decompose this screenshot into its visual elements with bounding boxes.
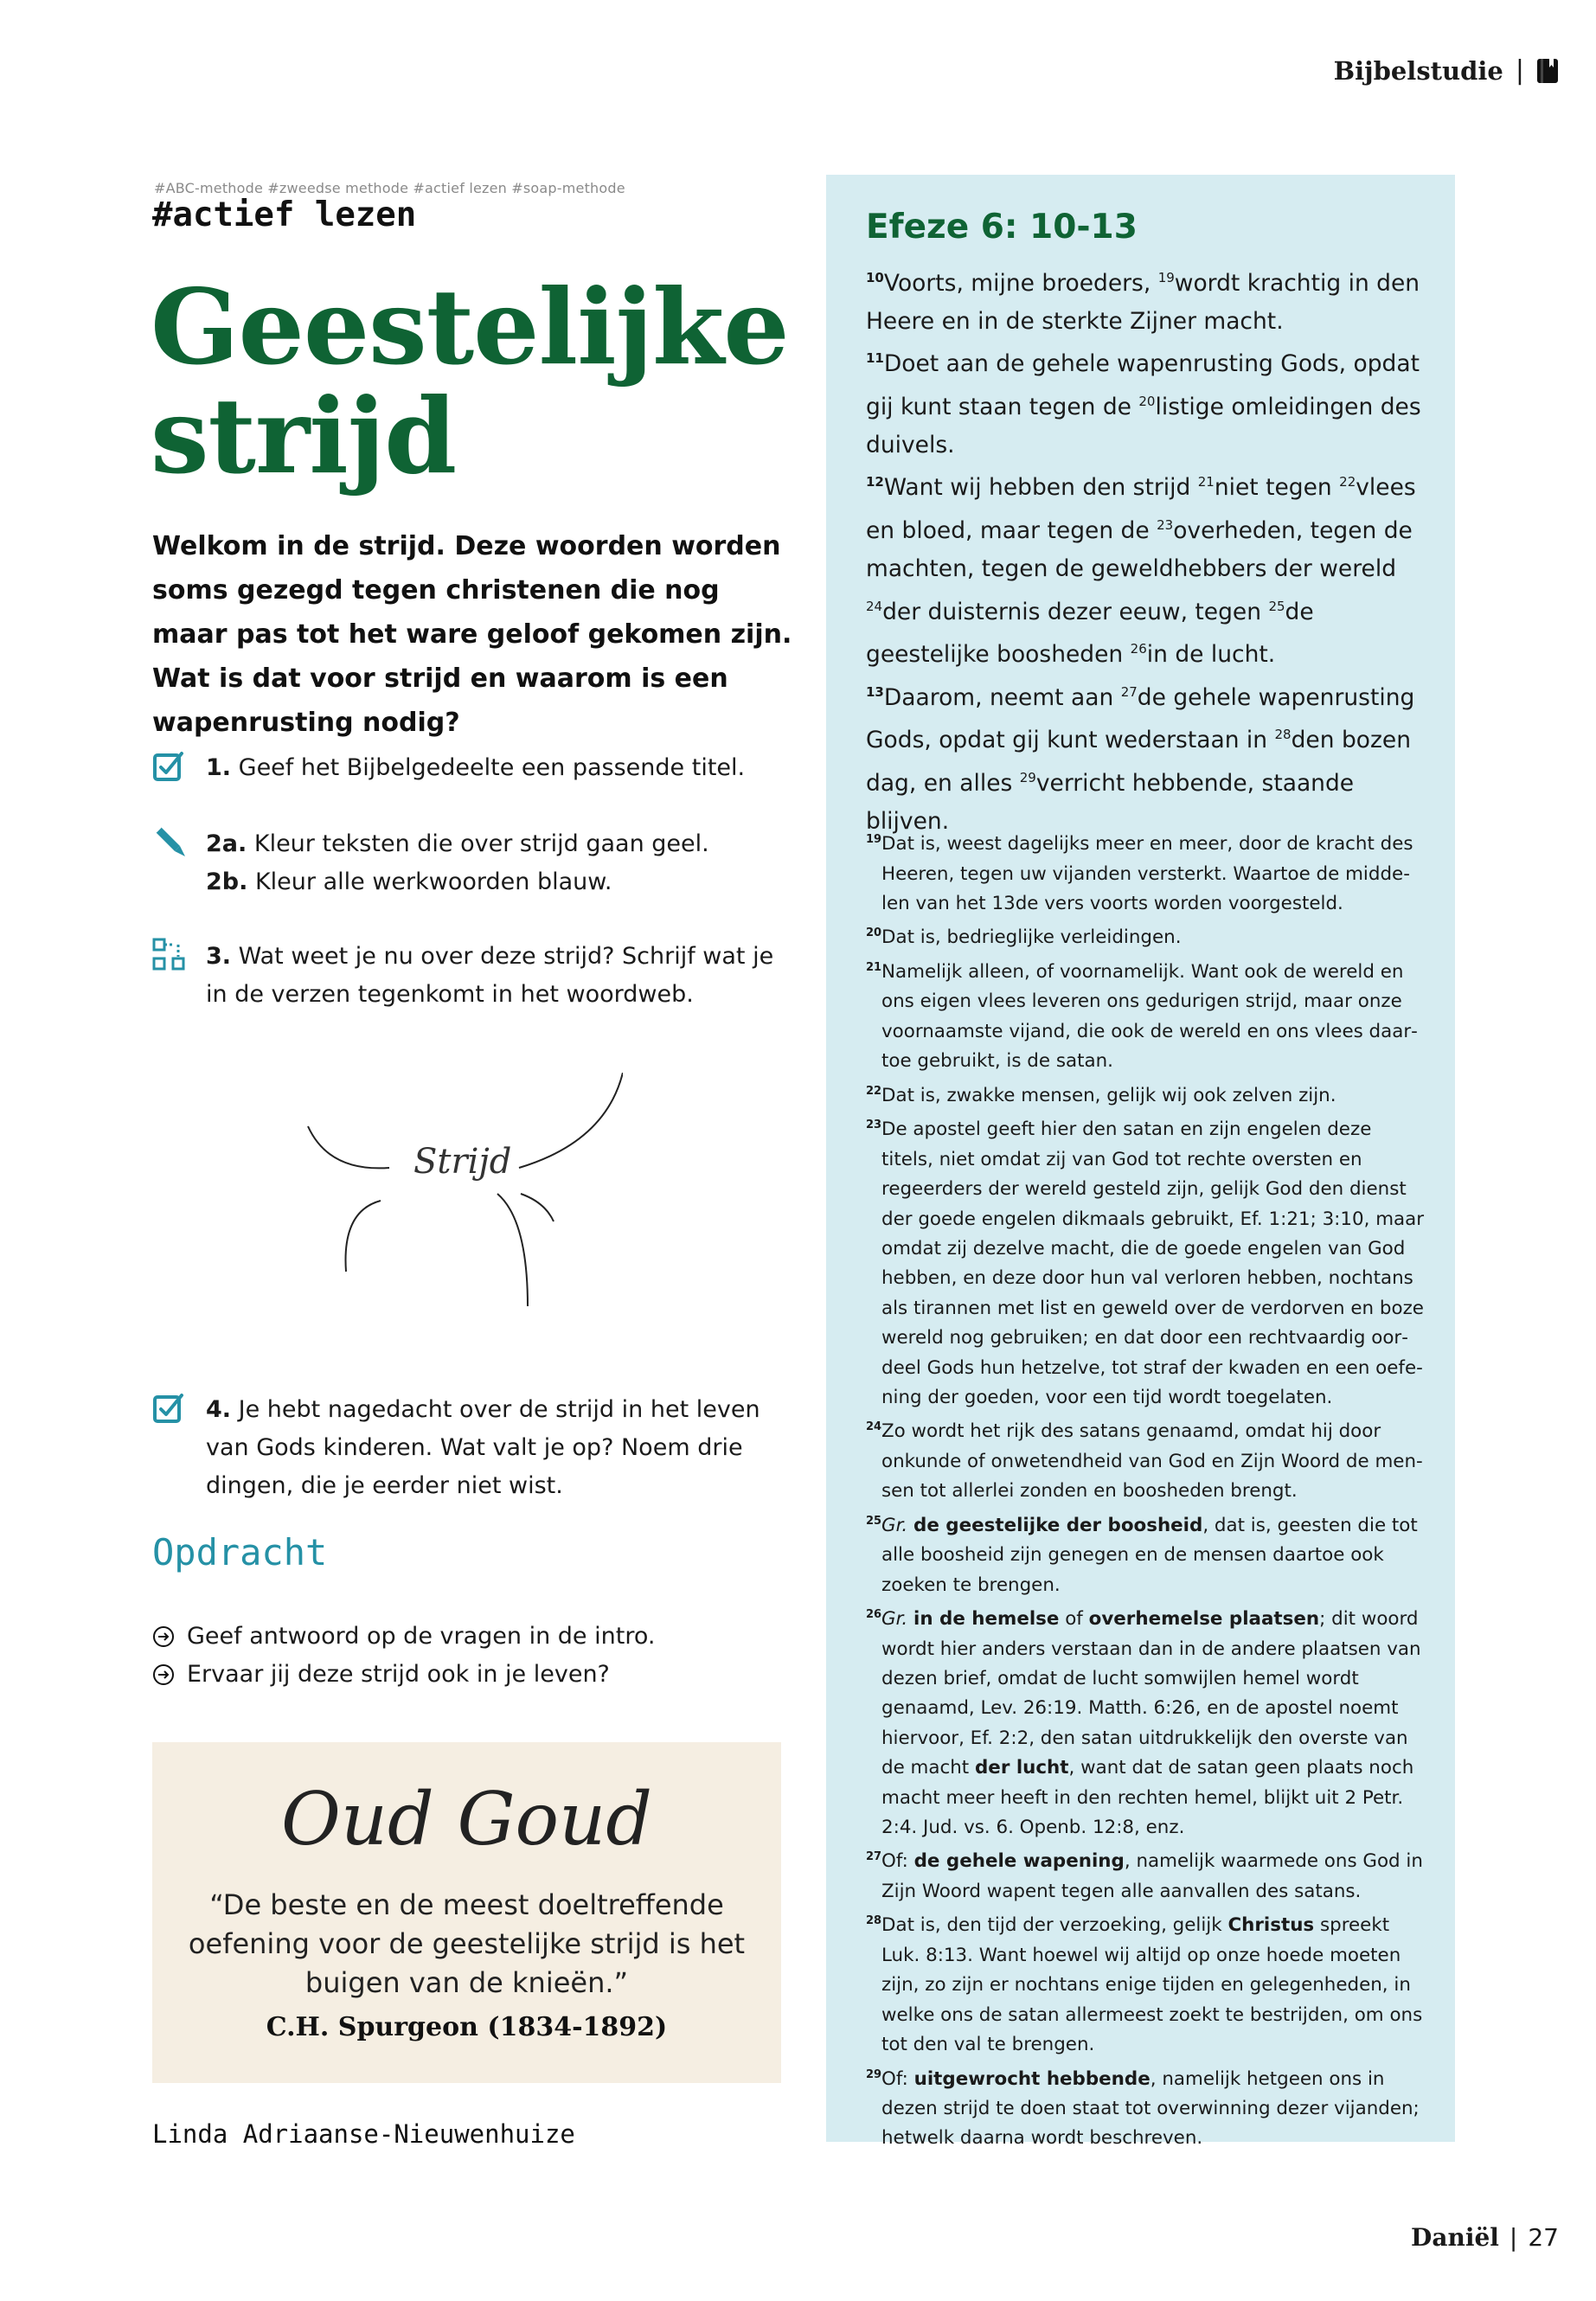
footnote-29 bbox=[866, 2061, 1428, 2154]
footnote-text: , namelijk hetgeen ons in dezen strijd te doen staat tot overwinning dezer vijanden; hetwelk daarna wordt beschreven. bbox=[881, 2067, 1420, 2150]
footnote-ref: 25 bbox=[1268, 598, 1285, 614]
verse-text: de geestelijke boosheden bbox=[866, 598, 1314, 668]
verse-text: in de lucht. bbox=[1146, 640, 1276, 668]
page-number: 27 bbox=[1528, 2223, 1559, 2252]
verse-text: verricht hebbende, staande blijven. bbox=[866, 769, 1355, 835]
arrow-circle-icon bbox=[152, 1625, 175, 1648]
footnote-text: Namelijk alleen, of voornamelijk. Want ook de wereld en ons eigen vlees leveren ons gedurigen strijd, maar onze voornaamste vijand, die ook de wereld en ons vlees daartoe gebruikt, is de satan. bbox=[881, 961, 1418, 1073]
page-title bbox=[151, 266, 789, 497]
footnote-text: of bbox=[1059, 1608, 1089, 1631]
footnote-bold: der lucht bbox=[975, 1757, 1069, 1779]
footnote-text: Of: bbox=[881, 2067, 914, 2090]
pencil-icon bbox=[152, 825, 189, 860]
question-2b-number: 2b. bbox=[206, 868, 248, 895]
footnote-22 bbox=[866, 1077, 1428, 1112]
footnote-number: 21 bbox=[866, 960, 882, 974]
edit-checkbox-icon bbox=[152, 1391, 187, 1426]
footnote-number: 25 bbox=[866, 1514, 882, 1528]
footnote-number: 29 bbox=[866, 2067, 882, 2081]
footnote-24 bbox=[866, 1413, 1428, 1506]
opdracht-title: Opdracht bbox=[152, 1531, 328, 1574]
verse-12 bbox=[866, 464, 1428, 673]
footnote-19 bbox=[866, 825, 1428, 919]
footnote-text: De apostel geeft hier den satan en zijn engelen deze titels, niet omdat zij van God tot rechte oversten en regeerders der wereld gesteld zijn, gelijk God den dienst der goede engelen dikmaals gebruikt, Ef. 1:21; 3:10, maar omdat zij dezelve macht, die de goede engelen van God hebben, en deze door hun val verloren hebben, nochtans als tirannen met list en geweld over de verdorven en boze wereld nog gebruiken; en dat door een rechtvaardig oordeel Gods hun hetzelve, tot straf der kwaden en een oefening der goeden, voor een tijd wordt toegelaten. bbox=[881, 1118, 1425, 1408]
footnote-bold: uitgewrocht hebbende bbox=[913, 2067, 1151, 2090]
footnote-ref: 19 bbox=[1157, 270, 1175, 285]
footnote-number: 27 bbox=[866, 1850, 882, 1864]
question-1 bbox=[152, 749, 792, 796]
footer-separator: | bbox=[1509, 2223, 1518, 2252]
verse-number: 12 bbox=[866, 474, 884, 490]
question-3-number: 3. bbox=[206, 943, 232, 970]
footnote-number: 19 bbox=[866, 833, 882, 846]
question-2a-text: Kleur teksten die over strijd gaan geel. bbox=[253, 830, 709, 857]
footnotes bbox=[866, 825, 1428, 2154]
footnote-ref: 28 bbox=[1274, 727, 1292, 743]
footnote-ref: 26 bbox=[1130, 641, 1147, 657]
word-web-line-right bbox=[521, 1194, 554, 1221]
question-1-number: 1. bbox=[206, 754, 232, 781]
arrow-circle-icon bbox=[152, 1663, 175, 1686]
footnote-number: 26 bbox=[866, 1608, 882, 1622]
footnote-ref: 20 bbox=[1138, 394, 1156, 410]
word-web-line-bottom-right bbox=[497, 1194, 528, 1306]
question-4-text: Je hebt nagedacht over de strijd in het leven van Gods kinderen. Wat valt je op? Noem drie dingen, die je eerder niet wist. bbox=[206, 1396, 760, 1499]
footnote-21 bbox=[866, 953, 1428, 1077]
verse-text: niet tegen bbox=[1214, 474, 1340, 502]
footnote-ref: 21 bbox=[1197, 474, 1215, 490]
footnote-text: Dat is, bedrieglijke verleidingen. bbox=[881, 926, 1182, 949]
footnote-gr: Gr. bbox=[881, 1514, 908, 1536]
footnote-ref: 23 bbox=[1157, 517, 1174, 534]
title-line-1: Geestelijke bbox=[151, 266, 789, 388]
verse-text: Daarom, neemt aan bbox=[883, 683, 1121, 711]
opdracht-item bbox=[152, 1618, 792, 1656]
word-web-line-top-left bbox=[308, 1126, 389, 1168]
verse-text: Voorts, mijne broeders, bbox=[883, 269, 1158, 297]
footnote-28 bbox=[866, 1907, 1428, 2060]
verse-text: de gehele wapenrusting Gods, opdat gij kunt wederstaan in bbox=[866, 683, 1415, 754]
footnote-bold: de gehele wapening bbox=[913, 1850, 1125, 1873]
footnote-27 bbox=[866, 1843, 1428, 1907]
question-2b-text: Kleur alle werkwoorden blauw. bbox=[254, 868, 612, 895]
opdracht-item-text: Geef antwoord op de vragen in de intro. bbox=[187, 1623, 656, 1650]
verse-text: overheden, tegen de machten, tegen de geweldhebbers der wereld bbox=[866, 516, 1413, 582]
footnote-number: 23 bbox=[866, 1118, 882, 1132]
verse-number: 11 bbox=[866, 350, 884, 367]
footnote-text: Dat is, weest dagelijks meer en meer, door de kracht des Heeren, tegen uw vijanden versterkt. Waartoe de middelen van het 13de vers voorts worden voorgesteld. bbox=[881, 833, 1413, 914]
word-web-line-top-right bbox=[519, 1073, 623, 1168]
footnote-ref: 27 bbox=[1120, 683, 1138, 700]
quote-title: Oud Goud bbox=[281, 1777, 652, 1862]
tags: #ABC-methode #zweedse methode #actief lezen #soap-methode bbox=[154, 180, 625, 196]
footnote-bold: overhemelse plaatsen bbox=[1088, 1608, 1320, 1631]
question-4 bbox=[152, 1391, 792, 1505]
footnote-text: Of: bbox=[881, 1850, 914, 1873]
bible-icon bbox=[1536, 58, 1559, 84]
verse-text: vlees en bloed, maar tegen de bbox=[866, 474, 1416, 544]
footnote-bold: Christus bbox=[1227, 1914, 1315, 1937]
footnote-ref: 22 bbox=[1339, 474, 1356, 490]
footnote-number: 20 bbox=[866, 926, 882, 940]
verse-text: der duisternis dezer eeuw, tegen bbox=[882, 598, 1269, 625]
footnote-gr: Gr. bbox=[881, 1608, 908, 1631]
word-web-line-bottom-left bbox=[346, 1201, 381, 1272]
question-1-text: Geef het Bijbelgedeelte een passende titel. bbox=[238, 754, 746, 781]
magazine-name: Daniël bbox=[1411, 2223, 1499, 2252]
footnote-number: 24 bbox=[866, 1420, 882, 1434]
intro-text: Welkom in de strijd. Deze woorden worden soms gezegd tegen christenen die nog maar pas tot het ware geloof gekomen zijn. Wat is dat voor strijd en waarom is een wapenrusting nodig? bbox=[152, 531, 792, 738]
header-section bbox=[1334, 55, 1559, 86]
verse-text: wordt krachtig in den Heere en in de sterkte Zijner macht. bbox=[866, 269, 1420, 335]
opdracht-list bbox=[152, 1618, 792, 1694]
header-separator: | bbox=[1515, 55, 1524, 86]
footnote-26 bbox=[866, 1600, 1428, 1843]
verse-text: den bozen dag, en alles bbox=[866, 727, 1411, 797]
question-4-number: 4. bbox=[206, 1396, 232, 1423]
question-2a bbox=[206, 825, 792, 863]
footnote-ref: 24 bbox=[866, 598, 883, 614]
footnote-number: 22 bbox=[866, 1084, 882, 1098]
bible-verses bbox=[866, 260, 1428, 840]
footnote-text: ; dit woord wordt hier anders verstaan dan in de andere plaatsen van dezen brief, omdat de lucht somwijlen hemel wordt genaamd, Lev. 26:19. Matth. 6:26, en de apostel noemt hiervoor, Ef. 2:2, den satan uitdrukkelijk den overste van de macht bbox=[881, 1608, 1421, 1779]
verse-13 bbox=[866, 674, 1428, 841]
footnote-23 bbox=[866, 1111, 1428, 1413]
verse-10 bbox=[866, 260, 1428, 340]
bible-reference: Efeze 6: 10-13 bbox=[866, 208, 1138, 247]
footnote-text: , dat is, geesten die tot alle boosheid zijn genegen en de mensen daartoe ook zoeken te brengen. bbox=[881, 1514, 1418, 1596]
bible-panel bbox=[826, 175, 1455, 2150]
footnote-text: , namelijk waarmede ons God in Zijn Woord wapent tegen alle aanvallen des satans. bbox=[881, 1850, 1423, 1902]
verse-text: Want wij hebben den strijd bbox=[883, 474, 1198, 502]
verse-number: 13 bbox=[866, 683, 884, 700]
section-title: Bijbelstudie bbox=[1333, 55, 1503, 86]
quote-box bbox=[152, 1742, 781, 2083]
footnote-25 bbox=[866, 1507, 1428, 1600]
question-2b bbox=[206, 863, 792, 901]
footnote-bold: in de hemelse bbox=[913, 1608, 1060, 1631]
verse-11 bbox=[866, 340, 1428, 464]
verse-number: 10 bbox=[866, 270, 884, 285]
word-web-icon bbox=[152, 938, 187, 972]
verse-text: Doet aan de gehele wapenrusting Gods, opdat gij kunt staan tegen de bbox=[866, 350, 1420, 420]
edit-checkbox-icon bbox=[152, 749, 187, 784]
footnote-number: 28 bbox=[866, 1914, 882, 1928]
title-line-2: strijd bbox=[151, 375, 457, 497]
opdracht-item bbox=[152, 1656, 792, 1694]
opdracht-item-text: Ervaar jij deze strijd ook in je leven? bbox=[187, 1661, 610, 1688]
footnote-20 bbox=[866, 919, 1428, 953]
footnote-text: Dat is, zwakke mensen, gelijk wij ook zelven zijn. bbox=[881, 1084, 1336, 1106]
footnote-text: , want dat de satan geen plaats noch macht meer heeft in den rechten hemel, blijkt uit 2 Petr. 2:4. Jud. vs. 6. Openb. 12:8, enz. bbox=[881, 1757, 1414, 1838]
footnote-text: spreekt Luk. 8:13. Want hoewel wij altijd op onze hoede moeten zijn, zo zijn er nochtans enige tijden en gelegenheden, in welke ons de satan allermeest zoekt te bestrijden, om ons tot den val te brengen. bbox=[881, 1914, 1423, 2056]
question-2 bbox=[152, 825, 792, 901]
question-3-text: Wat weet je nu over deze strijd? Schrijf wat je in de verzen tegenkomt in het woordweb. bbox=[206, 943, 774, 1008]
footnote-bold: de geestelijke der boosheid bbox=[913, 1514, 1203, 1536]
word-web-center: Strijd bbox=[413, 1142, 512, 1182]
footnote-text: Dat is, den tijd der verzoeking, gelijk bbox=[881, 1914, 1228, 1937]
question-2a-number: 2a. bbox=[206, 830, 247, 857]
subtitle: #actief lezen bbox=[152, 195, 417, 234]
quote-text: “De beste en de meest doeltreffende oefening voor de geestelijke strijd is het buigen van de knieën.” bbox=[188, 1888, 746, 1999]
quote-author: C.H. Spurgeon (1834-1892) bbox=[266, 2012, 668, 2042]
footnote-ref: 29 bbox=[1019, 770, 1036, 786]
page-footer bbox=[1411, 2223, 1559, 2252]
article-author: Linda Adriaanse-Nieuwenhuize bbox=[152, 2119, 575, 2149]
verse-text: listige omleidingen des duivels. bbox=[866, 393, 1421, 458]
footnote-text: Zo wordt het rijk des satans genaamd, omdat hij door onkunde of onwetendheid van God en Zijn Woord de mensen tot allerlei zonden en boosheden brengt. bbox=[881, 1420, 1423, 1503]
question-3 bbox=[152, 938, 792, 1014]
word-web[interactable] bbox=[294, 1073, 623, 1315]
